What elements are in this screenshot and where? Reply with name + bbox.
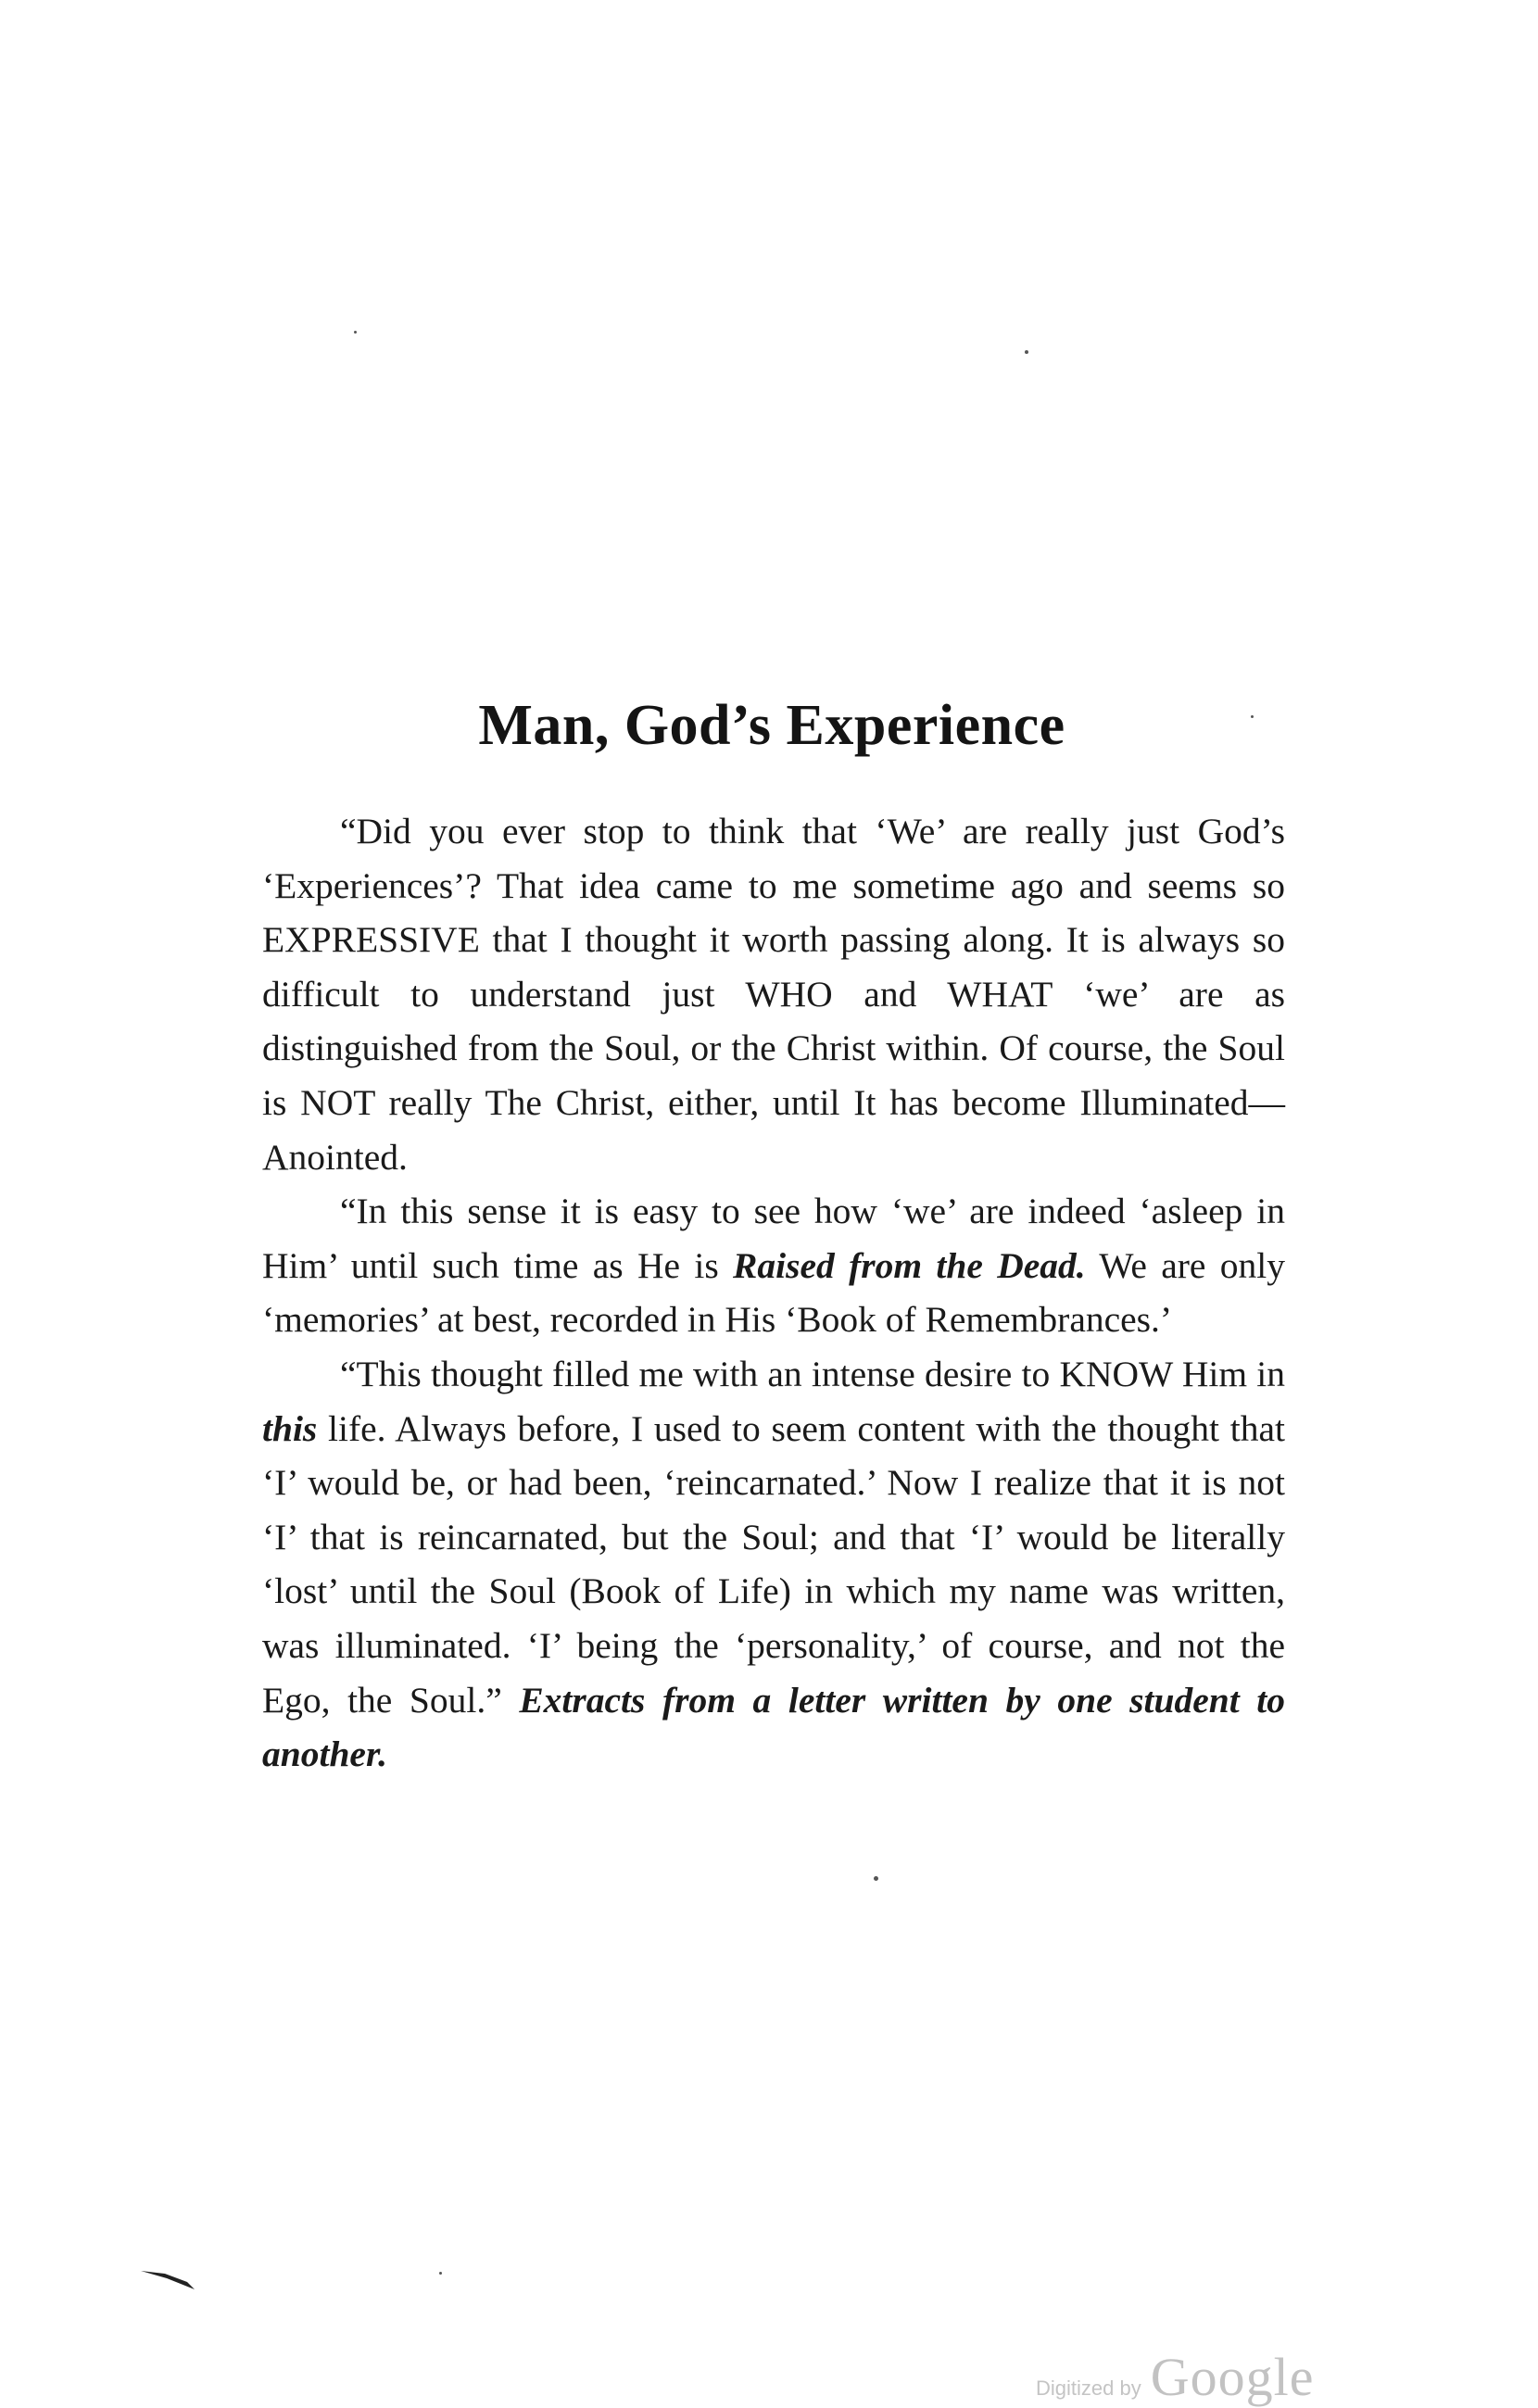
paragraph-3-text-before: “This thought filled me with an intense desire to KNOW Him in [340,1353,1285,1394]
body-text [262,804,1285,1782]
scan-speck [439,2272,442,2275]
paragraph-1 [262,804,1285,1184]
paragraph-2-text-after: We are only ‘memories’ at best, recorded in His ‘Book of Remembrances.’ [262,1244,1285,1341]
paragraph-1-text: “Did you ever stop to think that ‘We’ are really just God’s ‘Experiences’? That idea came to me sometime ago and seems so EXPRESSIVE that I thought it worth passing along. It is always so difficult to understand just WHO and WHAT ‘we’ are as distinguished from the Soul, or the Christ within. Of course, the Soul is NOT really The Christ, either, until It has become Illuminated—Anointed. [262,811,1285,1178]
scan-speck [1251,715,1254,718]
scan-speck [354,331,357,334]
paragraph-2-text-before: “In this sense it is easy to see how ‘we’ are indeed ‘asleep in Him’ until such time as He is [262,1191,1285,1286]
watermark-prefix: Digitized by [1036,2376,1141,2400]
paragraph-2-italic: Raised from the Dead. [733,1244,1086,1286]
digitized-watermark [1036,2346,1314,2408]
page-title: Man, God’s Experience [478,694,1065,757]
paragraph-3-text-after: life. Always before, I used to seem content with the thought that ‘I’ would be, or had been, ‘reincarnated.’ Now I realize that it is not ‘I’ that is reincarnated, but the Soul; and that ‘I’ would be literally ‘lost’ until the Soul (Book of Life) in which my name was written, was illuminated. ‘I’ being the ‘personality,’ of course, and not the Ego, the Soul.” [262,1407,1285,1721]
attribution: Extracts from a letter written by one student to another. [262,1679,1286,1775]
paragraph-2 [262,1184,1285,1347]
scan-speck [1025,350,1028,354]
scan-mark [139,2265,204,2293]
paragraph-3 [262,1347,1285,1782]
paragraph-3-italic: this [262,1407,318,1449]
scan-speck [874,1876,878,1881]
google-logo: Google [1150,2347,1315,2407]
